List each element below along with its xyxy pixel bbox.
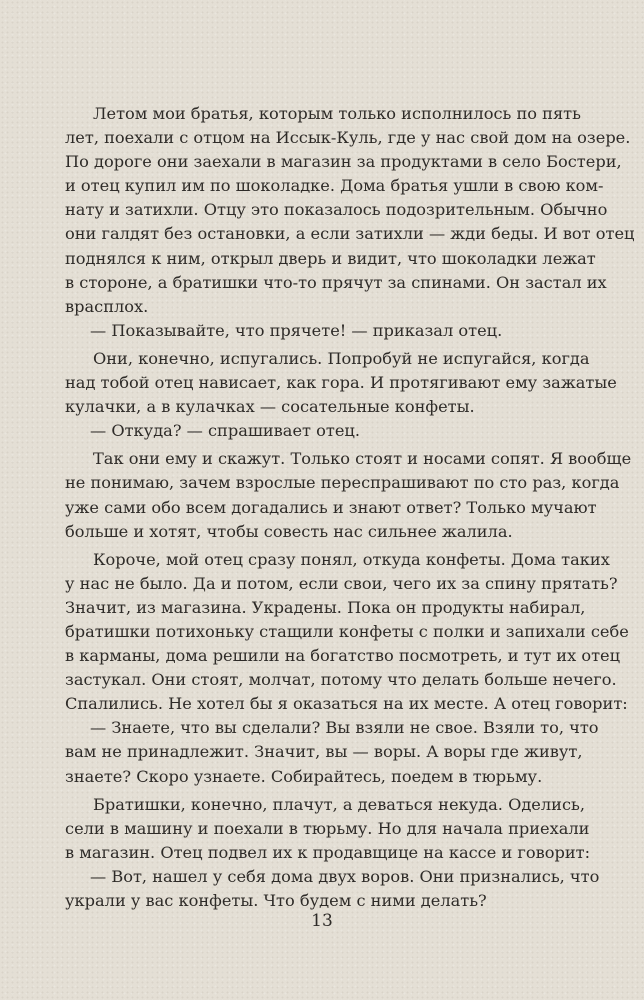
text-line: братишки потихоньку стащили конфеты с полки и запихали себе bbox=[65, 621, 629, 641]
text-line: поднялся к ним, открыл дверь и видит, что шоколадки лежат bbox=[65, 248, 596, 268]
text-line: сели в машину и поехали в тюрьму. Но для начала приехали bbox=[65, 818, 590, 838]
text-line: и отец купил им по шоколадке. Дома братья ушли в свою ком- bbox=[65, 176, 604, 196]
text-line: — Знаете, что вы сделали? Вы взяли не свое. Взяли то, что bbox=[90, 718, 599, 738]
text-line: вам не принадлежит. Значит, вы — воры. А воры где живут, bbox=[65, 742, 583, 762]
text-line: — Вот, нашел у себя дома двух воров. Они признались, что bbox=[90, 866, 600, 886]
text-line: застукал. Они стоят, молчат, потому что делать больше нечего. bbox=[65, 670, 617, 690]
text-line: над тобой отец нависает, как гора. И протягивают ему зажатые bbox=[65, 373, 617, 393]
text-line: Летом мои братья, которым только исполнилось по пять bbox=[93, 104, 581, 123]
text-line: лет, поехали с отцом на Иссык-Куль, где у нас свой дом на озере. bbox=[65, 128, 631, 148]
text-line: в карманы, дома решили на богатство посмотреть, и тут их отец bbox=[65, 646, 621, 666]
text-line: Братишки, конечно, плачут, а деваться некуда. Оделись, bbox=[93, 794, 585, 814]
text-line: По дороге они заехали в магазин за продуктами в село Бостери, bbox=[65, 152, 622, 172]
text-line: — Откуда? — спрашивает отец. bbox=[90, 421, 360, 441]
text-line: не понимаю, зачем взрослые переспрашивают по сто раз, когда bbox=[65, 473, 620, 493]
text-line: украли у вас конфеты. Что будем с ними делать? bbox=[65, 891, 487, 910]
text-line: нату и затихли. Отцу это показалось подозрительным. Обычно bbox=[65, 200, 608, 220]
text-line: Они, конечно, испугались. Попробуй не испугайся, когда bbox=[93, 348, 590, 368]
text-line: уже сами обо всем догадались и знают ответ? Только мучают bbox=[65, 497, 597, 517]
text-line: — Показывайте, что прячете! — приказал отец. bbox=[90, 320, 503, 340]
text-line: врасплох. bbox=[65, 296, 149, 316]
text-line: Короче, мой отец сразу понял, откуда конфеты. Дома таких bbox=[93, 549, 610, 569]
text-line: они галдят без остановки, а если затихли — жди беды. И вот отец bbox=[65, 224, 635, 244]
text-line: в стороне, а братишки что-то прячут за спинами. Он застал их bbox=[65, 272, 607, 292]
text-line: знаете? Скоро узнаете. Собирайтесь, поедем в тюрьму. bbox=[65, 766, 543, 786]
text-line: Значит, из магазина. Украдены. Пока он продукты набирал, bbox=[65, 597, 586, 617]
text-line: кулачки, а в кулачках — сосательные конфеты. bbox=[65, 397, 475, 417]
text-line: у нас не было. Да и потом, если свои, чего их за спину прятать? bbox=[65, 573, 618, 593]
body-text bbox=[65, 102, 635, 913]
text-line: в магазин. Отец подвел их к продавщице на кассе и говорит: bbox=[65, 842, 591, 862]
text-line: больше и хотят, чтобы совесть нас сильнее жалила. bbox=[65, 521, 513, 541]
text-line: Так они ему и скажут. Только стоят и носами сопят. Я вообще bbox=[93, 449, 632, 469]
page-number: 13 bbox=[311, 911, 333, 931]
text-line: Спалились. Не хотел бы я оказаться на их месте. А отец говорит: bbox=[65, 694, 628, 714]
